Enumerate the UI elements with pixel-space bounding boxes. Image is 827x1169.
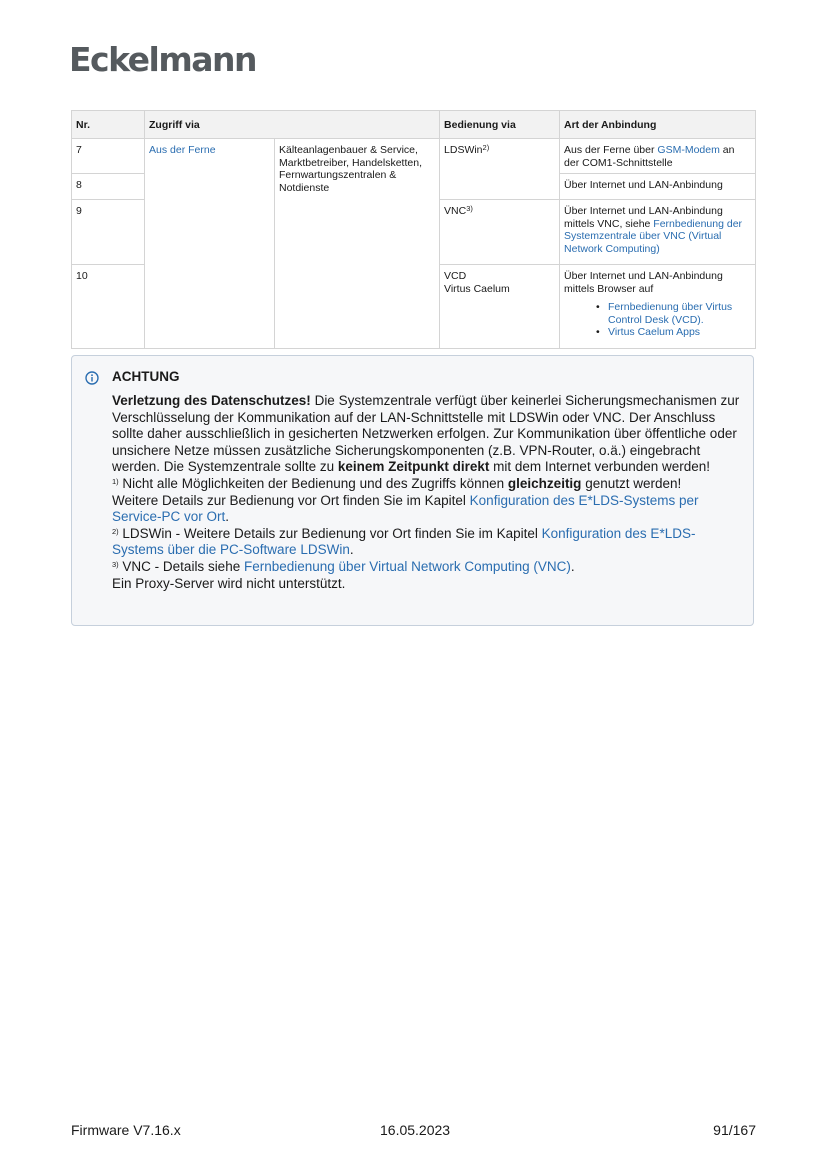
table-header-row bbox=[72, 111, 756, 139]
zugriff-detail: Kälteanlagenbauer & Service, Marktbetreiber, Handelsketten, Fernwartungszentralen & Notdienste bbox=[275, 139, 440, 349]
eckelmann-logo: Eckelmann bbox=[69, 40, 256, 79]
warning-paragraph: Verletzung des Datenschutzes! Die Systemzentrale verfügt über keinerlei Sicherungsmechanismen zur Verschlüsselung der Kommunikation auf der LAN-Schnittstelle mit LDSWin oder VNC. Der Anschluss sollte daher ausschließlich in gesicherten Netzwerken erfolgen. Zur Kommunikation über öffentliche oder unsichere Netze müssen zusätzliche Sicherungskomponenten (z.B. VPN-Router, o.ä.) eingebracht werden. Die Systemzentrale sollte zu keinem Zeitpunkt direkt mit dem Internet verbunden werden! bbox=[112, 393, 740, 475]
header-bedienung: Bedienung via bbox=[440, 111, 560, 139]
header-nr: Nr. bbox=[72, 111, 145, 139]
anbindung-cell: Über Internet und LAN-Anbindung bbox=[560, 174, 756, 200]
ldswin-link[interactable]: Konfiguration des E*LDS-Systems über die PC-Software LDSWin bbox=[112, 525, 696, 558]
vnc-fernbedienung-link[interactable]: Fernbedienung der Systemzentrale über VNC (Virtual Network Computing) bbox=[564, 217, 743, 255]
anbindung-cell: Aus der Ferne über GSM-Modem an der COM1-Schnittstelle bbox=[560, 139, 756, 174]
footer-page-number: 91/167 bbox=[713, 1122, 756, 1138]
table-row bbox=[72, 139, 756, 174]
footnote-1: $^{1)}$ Nicht alle Möglichkeiten der Bedienung und des Zugriffs können gleichzeitig genutzt werden! bbox=[112, 475, 682, 491]
vcd-link[interactable]: Fernbedienung über Virtus Control Desk (VCD). bbox=[608, 301, 733, 326]
list-item bbox=[608, 326, 751, 339]
bedienung-vcd: VCD Virtus Caelum bbox=[440, 265, 560, 349]
anbindung-cell: Über Internet und LAN-Anbindung mittels VNC, siehe Fernbedienung der Systemzentrale über VNC (Virtual Network Computing) bbox=[560, 200, 756, 265]
anbindung-cell: Über Internet und LAN-Anbindung mittels Browser auf • Fernbedienung über Virtus Control Desk (VCD). • Virtus Caelum Apps bbox=[560, 265, 756, 349]
row-nr: 10 bbox=[72, 265, 145, 349]
row-nr: 7 bbox=[72, 139, 145, 174]
proxy-note: Ein Proxy-Server wird nicht unterstützt. bbox=[112, 575, 346, 591]
info-icon bbox=[85, 371, 99, 385]
bedienung-vnc: VNC$^{3)}$ bbox=[440, 200, 560, 265]
footer-firmware: Firmware V7.16.x bbox=[71, 1122, 181, 1138]
virtus-caelum-apps-link[interactable]: Virtus Caelum Apps bbox=[608, 326, 701, 338]
service-pc-link[interactable]: Konfiguration des E*LDS-Systems per Service-PC vor Ort bbox=[112, 492, 699, 525]
warning-title: ACHTUNG bbox=[112, 369, 180, 384]
footnote-2: $^{2)}$ LDSWin - Weitere Details zur Bedienung vor Ort finden Sie im Kapitel Konfiguration des E*LDS-Systems über die PC-Software LDSWin. bbox=[112, 525, 696, 558]
vnc-link[interactable]: Fernbedienung über Virtual Network Computing (VNC) bbox=[243, 558, 571, 574]
access-table bbox=[71, 110, 756, 349]
gsm-modem-link[interactable]: GSM-Modem bbox=[657, 144, 720, 156]
header-zugriff: Zugriff via bbox=[145, 111, 440, 139]
list-item bbox=[608, 301, 751, 326]
row-nr: 9 bbox=[72, 200, 145, 265]
row-nr: 8 bbox=[72, 174, 145, 200]
zugriff-cell bbox=[145, 139, 275, 349]
aus-der-ferne-link[interactable]: Aus der Ferne bbox=[149, 144, 216, 156]
footnote-3: $^{3)}$ VNC - Details siehe Fernbedienung über Virtual Network Computing (VNC). bbox=[112, 558, 575, 574]
link-list bbox=[564, 301, 751, 339]
warning-body bbox=[112, 393, 742, 592]
bedienung-ldswin: LDSWin$^{2)}$ bbox=[440, 139, 560, 200]
header-anbindung: Art der Anbindung bbox=[560, 111, 756, 139]
footnote-1-detail: Weitere Details zur Bedienung vor Ort finden Sie im Kapitel Konfiguration des E*LDS-Systems per Service-PC vor Ort. bbox=[112, 492, 699, 525]
footer-date: 16.05.2023 bbox=[380, 1122, 451, 1138]
warning-box bbox=[71, 355, 754, 626]
